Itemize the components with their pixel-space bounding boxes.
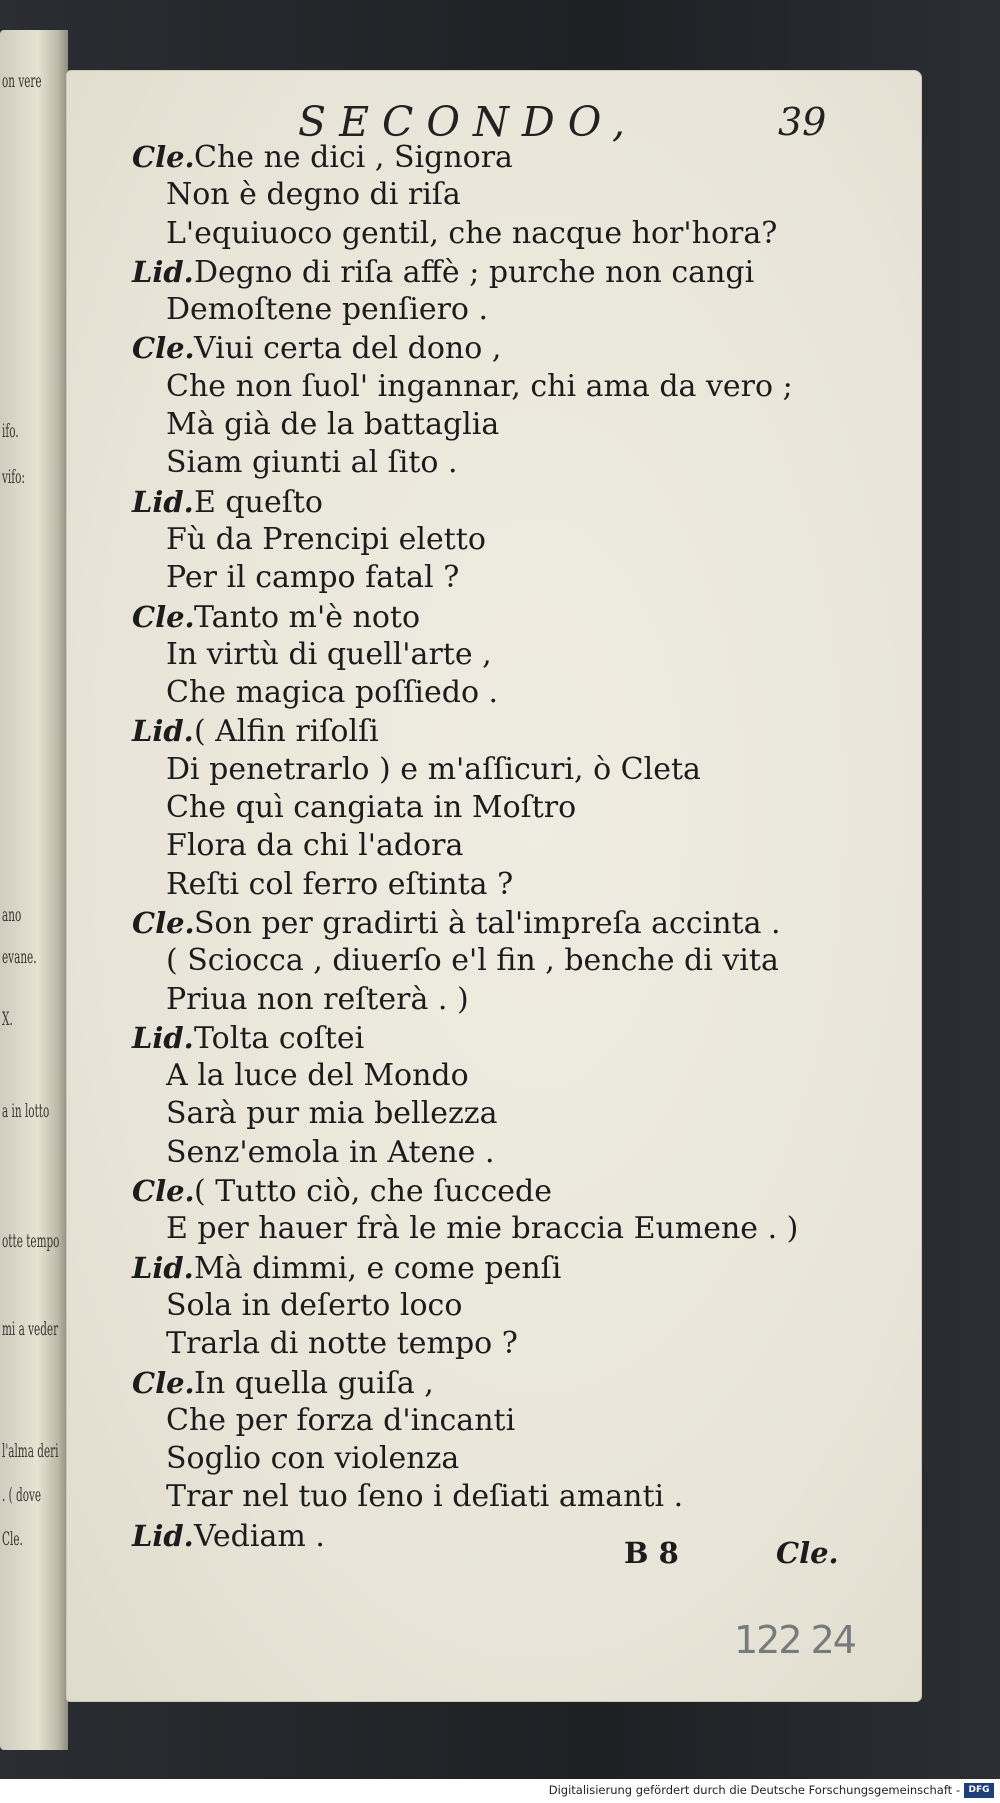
credit-text: Digitalisierung gefördert durch die Deutsche Forschungsgemeinschaft - bbox=[548, 1783, 960, 1797]
line-text: Vediam . bbox=[194, 1518, 325, 1554]
line-text: Tolta coſtei bbox=[194, 1020, 365, 1056]
text-line bbox=[132, 674, 892, 712]
line-text: ( Sciocca , diuerſo e'l fin , benche di vita bbox=[166, 943, 779, 979]
text-line bbox=[132, 176, 892, 214]
running-head: SECONDO, bbox=[298, 98, 638, 146]
line-text: Trar nel tuo ſeno i deſiati amanti . bbox=[166, 1479, 684, 1515]
book-page bbox=[66, 70, 922, 1702]
text-line bbox=[132, 559, 892, 597]
line-text: Fù da Prencipi eletto bbox=[166, 521, 486, 557]
line-text: In quella guiſa , bbox=[194, 1365, 434, 1401]
text-line bbox=[132, 712, 892, 750]
speaker-label: Lid. bbox=[132, 714, 194, 749]
adjacent-page-fragment: a in lotto bbox=[2, 1100, 50, 1122]
line-text: Senz'emola in Atene . bbox=[166, 1134, 495, 1170]
adjacent-page-fragment: Cle. bbox=[2, 1528, 23, 1550]
line-text: E per hauer frà le mie braccia Eumene . ) bbox=[166, 1211, 799, 1247]
text-line bbox=[132, 751, 892, 789]
text-line bbox=[132, 406, 892, 444]
line-text: Priua non reſterà . ) bbox=[166, 981, 469, 1017]
line-text: Che magica poſſiedo . bbox=[166, 675, 499, 711]
adjacent-page-fragment: ano bbox=[2, 904, 22, 926]
text-line bbox=[132, 1019, 892, 1057]
dfg-logo-icon: DFG bbox=[964, 1783, 994, 1798]
adjacent-page-strip bbox=[0, 30, 68, 1750]
adjacent-page-fragment: vifo: bbox=[2, 466, 25, 488]
speaker-label: Cle. bbox=[132, 1174, 195, 1209]
speaker-label: Cle. bbox=[132, 599, 195, 634]
line-text: Che quì cangiata in Moſtro bbox=[166, 790, 577, 826]
page-number: 39 bbox=[778, 100, 827, 144]
line-text: Soglio con violenza bbox=[166, 1441, 460, 1477]
text-line bbox=[132, 444, 892, 482]
speaker-label: Cle. bbox=[132, 1365, 195, 1400]
line-text: In virtù di quell'arte , bbox=[166, 636, 492, 672]
text-line bbox=[132, 904, 892, 942]
speaker-label: Lid. bbox=[132, 484, 194, 519]
text-line bbox=[132, 1249, 892, 1287]
text-line bbox=[132, 598, 892, 636]
adjacent-page-fragment: evane. bbox=[2, 946, 37, 968]
line-text: ( Tutto ciò, che ſuccede bbox=[194, 1174, 552, 1210]
signature-mark: B 8 bbox=[624, 1536, 679, 1570]
line-text: Reſti col ferro eſtinta ? bbox=[166, 866, 514, 902]
handwritten-shelf-mark: 122 24 bbox=[734, 1618, 855, 1662]
line-text: Mà dimmi, e come penſi bbox=[194, 1250, 562, 1286]
text-line bbox=[132, 1287, 892, 1325]
text-line bbox=[132, 253, 892, 291]
line-text: Che non ſuol' ingannar, chi ama da vero ; bbox=[166, 368, 793, 404]
adjacent-page-fragment: X. bbox=[2, 1008, 13, 1030]
speaker-label: Lid. bbox=[132, 1250, 194, 1285]
line-text: Di penetrarlo ) e m'aſſicuri, ò Cleta bbox=[166, 751, 701, 787]
line-text: Che per forza d'incanti bbox=[166, 1402, 516, 1438]
line-text: Trarla di notte tempo ? bbox=[166, 1326, 518, 1362]
text-line bbox=[132, 1134, 892, 1172]
adjacent-page-fragment: otte tempo bbox=[2, 1230, 60, 1252]
text-line bbox=[132, 942, 892, 980]
speaker-label: Cle. bbox=[132, 905, 195, 940]
text-line bbox=[132, 1478, 892, 1516]
line-text: E queſto bbox=[194, 484, 323, 520]
speaker-label: Cle. bbox=[132, 140, 195, 174]
digitization-credit-bar bbox=[0, 1779, 1000, 1803]
text-line bbox=[132, 981, 892, 1019]
adjacent-page-fragment: l'alma deri bbox=[2, 1440, 59, 1462]
line-text: Son per gradirti à tal'impreſa accinta . bbox=[194, 905, 781, 941]
line-text: Viui certa del dono , bbox=[194, 331, 502, 367]
speaker-label: Lid. bbox=[132, 254, 194, 289]
line-text: Flora da chi l'adora bbox=[166, 828, 464, 864]
text-line bbox=[132, 789, 892, 827]
text-line bbox=[132, 1172, 892, 1210]
adjacent-page-fragment: on vere bbox=[2, 70, 42, 92]
text-line bbox=[132, 1440, 892, 1478]
line-text: Mà già de la battaglia bbox=[166, 407, 500, 443]
adjacent-page-fragment: . ( dove bbox=[2, 1484, 42, 1506]
line-text: Non è degno di riſa bbox=[166, 177, 461, 213]
text-line bbox=[132, 368, 892, 406]
dialogue-text bbox=[132, 138, 892, 1555]
text-line bbox=[132, 1057, 892, 1095]
line-text: A la luce del Mondo bbox=[166, 1058, 469, 1094]
text-line bbox=[132, 1325, 892, 1363]
line-text: L'equiuoco gentil, che nacque hor'hora? bbox=[166, 215, 778, 251]
adjacent-page-fragment: ifo. bbox=[2, 420, 19, 442]
text-line bbox=[132, 827, 892, 865]
text-line bbox=[132, 866, 892, 904]
catchword: Cle. bbox=[776, 1536, 839, 1570]
page-footer bbox=[66, 1536, 922, 1580]
line-text: Siam giunti al ſito . bbox=[166, 445, 458, 481]
text-line bbox=[132, 215, 892, 253]
line-text: Per il campo fatal ? bbox=[166, 560, 460, 596]
line-text: Sola in deſerto loco bbox=[166, 1287, 463, 1323]
line-text: Demoſtene penſiero . bbox=[166, 292, 489, 328]
adjacent-page-fragment: mi a veder bbox=[2, 1318, 59, 1340]
text-line bbox=[132, 1402, 892, 1440]
speaker-label: Lid. bbox=[132, 1518, 194, 1553]
text-line bbox=[132, 483, 892, 521]
line-text: ( Alfin riſolſi bbox=[194, 714, 379, 750]
line-text: Che ne dici , Signora bbox=[194, 140, 513, 175]
text-line bbox=[132, 329, 892, 367]
speaker-label: Cle. bbox=[132, 331, 195, 366]
line-text: Tanto m'è noto bbox=[194, 599, 421, 635]
text-line bbox=[132, 291, 892, 329]
text-line bbox=[132, 1364, 892, 1402]
text-line bbox=[132, 138, 892, 176]
line-text: Sarà pur mia bellezza bbox=[166, 1096, 498, 1132]
speaker-label: Lid. bbox=[132, 1020, 194, 1055]
line-text: Degno di riſa affè ; purche non cangi bbox=[194, 254, 755, 290]
text-line bbox=[132, 1095, 892, 1133]
text-line bbox=[132, 636, 892, 674]
text-line bbox=[132, 1210, 892, 1248]
text-line bbox=[132, 521, 892, 559]
